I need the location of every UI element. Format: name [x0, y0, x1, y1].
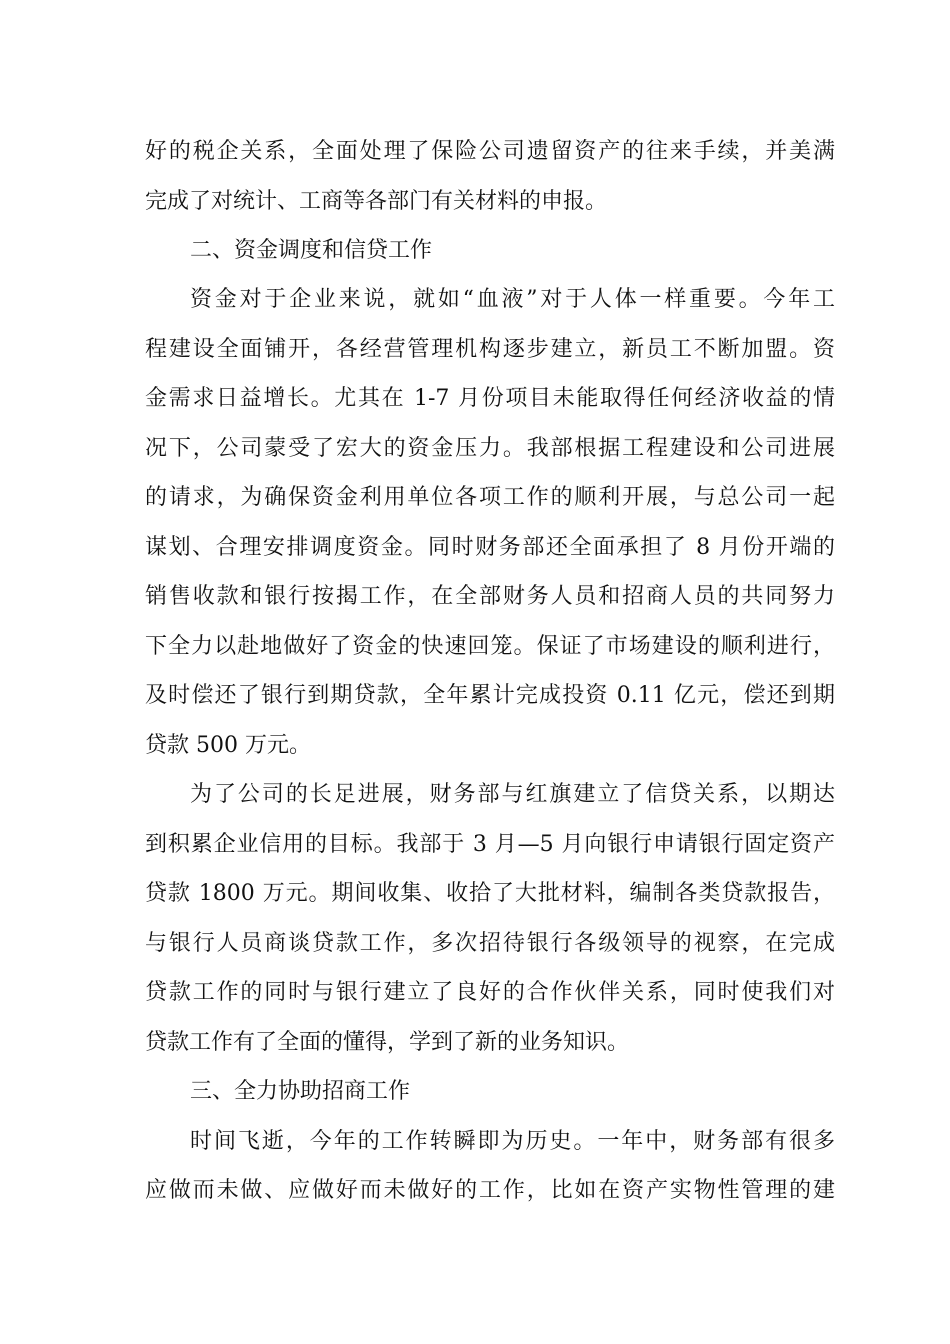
section-heading: 三、全力协助招商工作 — [190, 1079, 411, 1104]
paragraph-line: 时间飞逝，今年的工作转瞬即为历史。一年中，财务部有很多 — [190, 1129, 835, 1154]
paragraph-line: 的请求，为确保资金利用单位各项工作的顺利开展，与总公司一起 — [145, 485, 835, 510]
paragraph-line: 贷款 1800 万元。期间收集、收拾了大批材料，编制各类贷款报告， — [145, 881, 835, 906]
paragraph-line: 程建设全面铺开，各经营管理机构逐步建立，新员工不断加盟。资 — [145, 337, 835, 362]
paragraph-line: 金需求日益增长。尤其在 1-7 月份项目未能取得任何经济收益的情 — [145, 386, 835, 411]
paragraph-line: 贷款工作有了全面的懂得，学到了新的业务知识。 — [145, 1030, 630, 1055]
paragraph-line: 好的税企关系，全面处理了保险公司遗留资产的往来手续，并美满 — [145, 139, 835, 164]
paragraph-line: 及时偿还了银行到期贷款，全年累计完成投资 0.11 亿元，偿还到期 — [145, 683, 835, 708]
section-heading: 二、资金调度和信贷工作 — [190, 238, 433, 263]
paragraph-line: 与银行人员商谈贷款工作，多次招待银行各级领导的视察，在完成 — [145, 931, 835, 956]
paragraph-line: 应做而未做、应做好而未做好的工作，比如在资产实物性管理的建 — [145, 1178, 835, 1203]
paragraph-line: 到积累企业信用的目标。我部于 3 月—5 月向银行申请银行固定资产 — [145, 832, 835, 857]
paragraph-line: 资金对于企业来说，就如“血液”对于人体一样重要。今年工 — [190, 287, 835, 312]
paragraph-line: 销售收款和银行按揭工作，在全部财务人员和招商人员的共同努力 — [145, 584, 835, 609]
paragraph-line: 贷款工作的同时与银行建立了良好的合作伙伴关系，同时使我们对 — [145, 980, 835, 1005]
paragraph-line: 谋划、合理安排调度资金。同时财务部还全面承担了 8 月份开端的 — [145, 535, 835, 560]
paragraph-line: 况下，公司蒙受了宏大的资金压力。我部根据工程建设和公司进展 — [145, 436, 835, 461]
paragraph-line: 下全力以赴地做好了资金的快速回笼。保证了市场建设的顺利进行， — [145, 634, 835, 659]
paragraph-line: 为了公司的长足进展，财务部与红旗建立了信贷关系，以期达 — [190, 782, 835, 807]
paragraph-line: 贷款 500 万元。 — [145, 733, 311, 758]
paragraph-line: 完成了对统计、工商等各部门有关材料的申报。 — [145, 189, 608, 214]
